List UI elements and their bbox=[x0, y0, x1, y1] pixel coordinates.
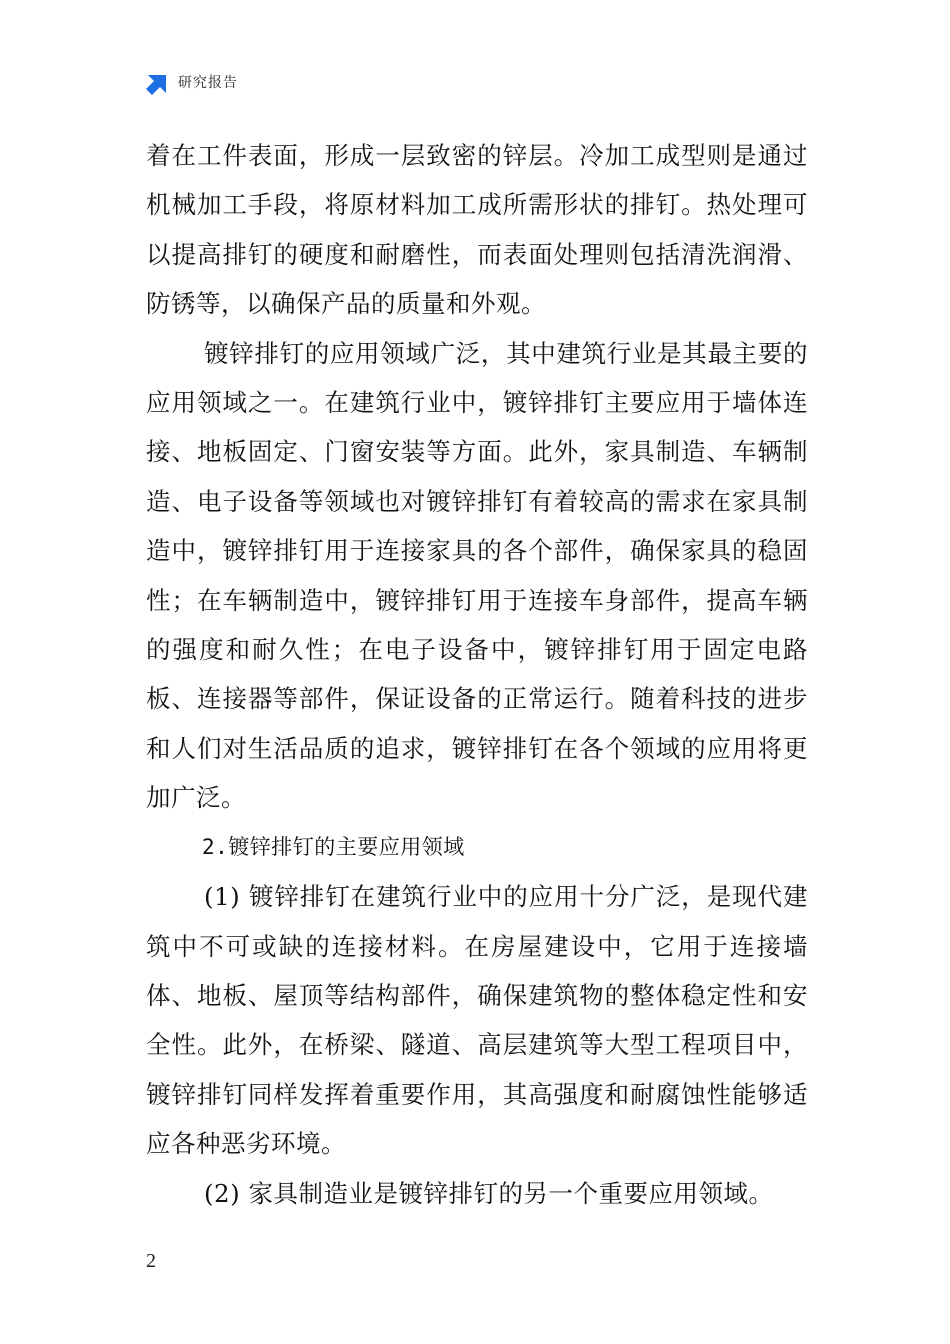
page-number: 2 bbox=[146, 1250, 156, 1272]
section-heading: 2.镀锌排钉的主要应用领域 bbox=[202, 834, 465, 859]
header-title: 研究报告 bbox=[178, 75, 238, 91]
paragraph-applications: 镀锌排钉的应用领域广泛，其中建筑行业是其最主要的应用领域之一。在建筑行业中，镀锌排钉主要应用于墙体连接、地板固定、门窗安装等方面。此外，家具制造、车辆制造、电子设备等领域也对镀锌排钉有着较高的需求在家具制造中，镀锌排钉用于连接家具的各个部件，确保家具的稳固性；在车辆制造中，镀锌排钉用于连接车身部件，提高车辆的强度和耐久性；在电子设备中，镀锌排钉用于固定电路板、连接器等部件，保证设备的正常运行。随着科技的进步和人们对生活品质的追求，镀锌排钉在各个领域的应用将更加广泛。 bbox=[146, 338, 808, 813]
arrow-up-right-icon bbox=[146, 71, 170, 95]
list-item-construction: (1) 镀锌排钉在建筑行业中的应用十分广泛，是现代建筑中不可或缺的连接材料。在房屋建设中，它用于连接墙体、地板、屋顶等结构部件，确保建筑物的整体稳定性和安全性。此外，在桥梁、隧道、高层建筑等大型工程项目中，镀锌排钉同样发挥着重要作用，其高强度和耐腐蚀性能够适应各种恶劣环境。 bbox=[146, 882, 808, 1159]
list-item-furniture: (2) 家具制造业是镀锌排钉的另一个重要应用领域。 bbox=[204, 1178, 774, 1208]
document-body bbox=[146, 131, 808, 1218]
paragraph-continued: 着在工件表面，形成一层致密的锌层。冷加工成型则是通过机械加工手段，将原材料加工成所需形状的排钉。热处理可以提高排钉的硬度和耐磨性，而表面处理则包括清洗润滑、防锈等，以确保产品的质量和外观。 bbox=[146, 141, 808, 319]
report-header bbox=[146, 68, 238, 98]
